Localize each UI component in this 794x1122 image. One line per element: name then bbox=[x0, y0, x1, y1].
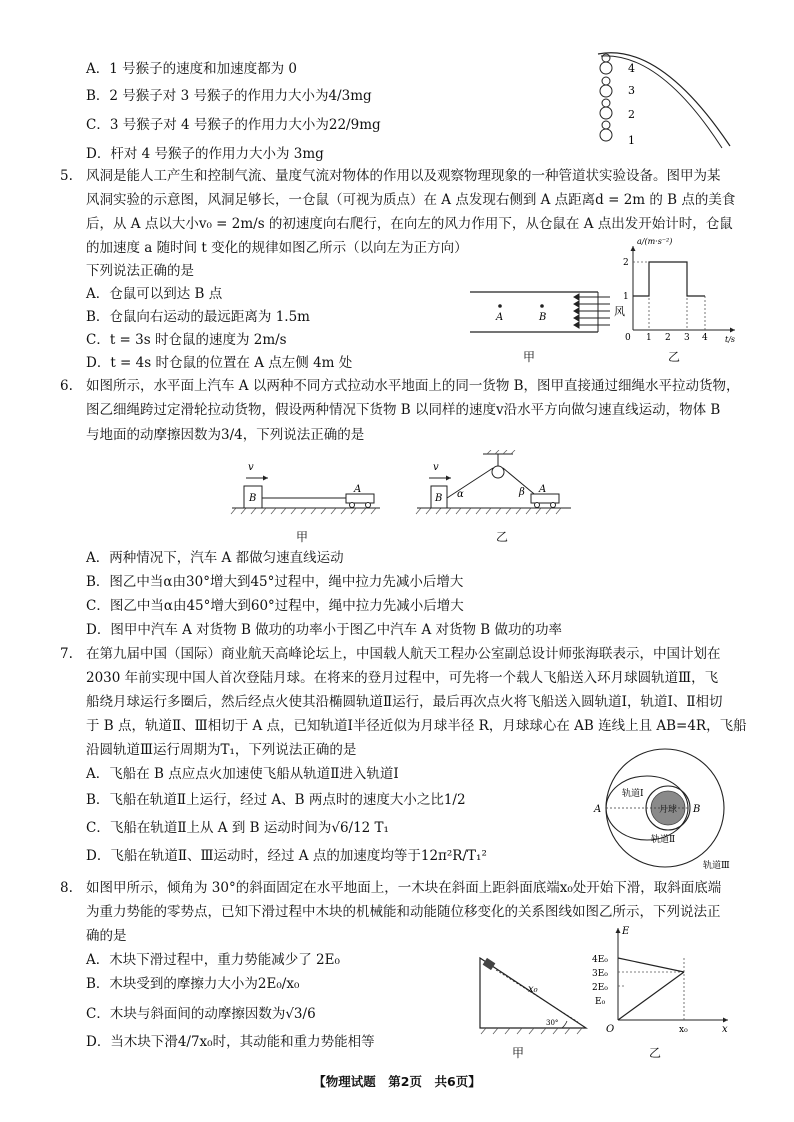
q5-wind-tunnel-figure bbox=[470, 284, 630, 344]
monkey-number-4: 4 bbox=[628, 62, 635, 75]
beta-label: β bbox=[519, 487, 525, 498]
y-tick-2: 2 bbox=[623, 258, 629, 268]
velocity-label: v bbox=[248, 462, 254, 473]
y-tick-2e0: 2E₀ bbox=[592, 983, 608, 993]
q6-option-d: D．图甲中汽车 A 对货物 B 做功的功率小于图乙中汽车 A 对货物 B 做功的功率 bbox=[86, 622, 562, 638]
q5-stem-line-1: 风洞是能人工产生和控制气流、量度气流对物体的作用以及观察物理现象的一种管道状实验设备。图甲为某 bbox=[86, 168, 721, 184]
car-a-label: A bbox=[539, 484, 547, 495]
wind-arrows-icon bbox=[574, 294, 610, 328]
q6-option-a: A．两种情况下，汽车 A 都做匀速直线运动 bbox=[86, 550, 344, 566]
q8-fig-jia-caption: 甲 bbox=[512, 1046, 525, 1060]
cargo-b-label: B bbox=[249, 493, 257, 504]
x-tick-0: 0 bbox=[625, 333, 631, 343]
kinetic-energy-line bbox=[618, 972, 684, 1020]
q5-stem-line-5: 下列说法正确的是 bbox=[86, 263, 194, 279]
q7-orbit-figure bbox=[585, 742, 745, 874]
q5-stem-line-3: 后，从 A 点以大小v₀ = 2m/s 的初速度向右爬行，在向左的风力作用下，从仓鼠在 A 点出发开始计时，仓鼠 bbox=[86, 216, 733, 232]
q6-fig-jia bbox=[230, 458, 390, 518]
car-a-body bbox=[346, 494, 374, 503]
q4-option-c: C．3 号猴子对 4 号猴子的作用力大小为22/9mg bbox=[86, 117, 381, 133]
q7-stem-line-3: 船绕月球运行多圈后，然后经点火使其沿椭圆轨道Ⅱ运行，最后再次点火将飞船送入圆轨道Ⅰ，轨道Ⅰ、Ⅱ相切 bbox=[86, 694, 723, 710]
car-a-label: A bbox=[354, 484, 362, 495]
x-tick-3: 3 bbox=[684, 333, 690, 343]
velocity-arrow-icon bbox=[263, 476, 268, 481]
q7-option-c: C．飞船在轨道Ⅱ上从 A 到 B 运动时间为√6/12 T₁ bbox=[86, 820, 389, 836]
q6-fig-jia-caption: 甲 bbox=[296, 530, 309, 544]
q8-stem-line-2: 为重力势能的零势点，已知下滑过程中木块的机械能和动能随位移变化的关系图线如图乙所示，下列说法正 bbox=[86, 904, 721, 920]
velocity-arrow-icon bbox=[446, 476, 451, 481]
q8-number: 8. bbox=[60, 880, 73, 896]
q6-fig-yi-caption: 乙 bbox=[496, 530, 509, 544]
q8-option-a: A．木块下滑过程中，重力势能减少了 2E₀ bbox=[86, 952, 340, 968]
velocity-label: v bbox=[433, 462, 439, 473]
monkey-stack-icon bbox=[600, 54, 612, 141]
q4-monkey-figure bbox=[590, 48, 740, 153]
q6-stem-line-1: 如图所示，水平面上汽车 A 以两种不同方式拉动水平地面上的同一货物 B，图甲直接通过细绳水平拉动货物， bbox=[86, 378, 740, 394]
x-axis-label: x bbox=[722, 1024, 728, 1035]
q7-stem-line-2: 2030 年前实现中国人首次登陆月球。在将来的登月过程中，可先将一个载人飞船送入环月球圆轨道Ⅲ，飞 bbox=[86, 670, 719, 686]
q5-option-b: B．仓鼠向右运动的最远距离为 1.5m bbox=[86, 309, 310, 325]
orbit-2-label: 轨道Ⅱ bbox=[651, 835, 676, 845]
q7-stem-line-5: 沿圆轨道Ⅲ运行周期为T₁，下列说法正确的是 bbox=[86, 742, 357, 758]
q7-stem-line-4: 于 B 点，轨道Ⅱ、Ⅲ相切于 A 点，已知轨道Ⅰ半径近似为月球半径 R，月球球心在 AB 连线上且 AB=4R，飞船 bbox=[86, 718, 747, 734]
q5-stem-line-4: 的加速度 a 随时间 t 变化的规律如图乙所示（以向左为正方向） bbox=[86, 240, 468, 256]
q8-option-b: B．木块受到的摩擦力大小为2E₀/x₀ bbox=[86, 976, 300, 992]
monkey-number-1: 1 bbox=[628, 134, 635, 147]
q5-option-a: A．仓鼠可以到达 B 点 bbox=[86, 286, 223, 302]
x0-label: x₀ bbox=[528, 984, 538, 995]
angle-label: 30° bbox=[546, 1019, 559, 1027]
acceleration-curve bbox=[633, 262, 705, 296]
pulley-icon bbox=[492, 466, 504, 478]
q6-stem-line-2: 图乙细绳跨过定滑轮拉动货物，假设两种情况下货物 B 以同样的速度v沿水平方向做匀速直线运动，物体 B bbox=[86, 402, 721, 418]
q7-option-a: A．飞船在 B 点应点火加速使飞船从轨道Ⅱ进入轨道Ⅰ bbox=[86, 766, 399, 782]
q4-option-d: D．杆对 4 号猴子的作用力大小为 3mg bbox=[86, 146, 324, 162]
q7-option-b: B．飞船在轨道Ⅱ上运行，经过 A、B 两点时的速度大小之比1/2 bbox=[86, 792, 466, 808]
q6-number: 6. bbox=[60, 378, 73, 394]
q8-fig-yi-caption: 乙 bbox=[649, 1046, 662, 1060]
rope-left bbox=[447, 468, 493, 498]
q5-a-t-graph bbox=[617, 232, 747, 344]
q8-incline-figure bbox=[466, 952, 592, 1038]
q6-stem-line-3: 与地面的动摩擦因数为3/4，下列说法正确的是 bbox=[86, 427, 365, 443]
q5-number: 5. bbox=[60, 168, 73, 184]
q8-option-d: D．当木块下滑4/7x₀时，其动能和重力势能相等 bbox=[86, 1034, 375, 1050]
q7-number: 7. bbox=[60, 646, 73, 662]
food-point bbox=[540, 304, 544, 308]
q8-stem-line-3: 确的是 bbox=[86, 928, 127, 944]
x0-tick: x₀ bbox=[679, 1025, 688, 1035]
q7-option-d: D．飞船在轨道Ⅱ、Ⅲ运动时，经过 A 点的加速度均等于12π²R/T₁² bbox=[86, 848, 487, 864]
alpha-label: α bbox=[457, 489, 464, 500]
y-tick-1: 1 bbox=[623, 292, 629, 302]
y-tick-3e0: 3E₀ bbox=[592, 969, 608, 979]
ground-hatch bbox=[416, 508, 561, 514]
point-a-label: A bbox=[594, 804, 602, 815]
block-icon bbox=[483, 958, 496, 970]
ground-hatch bbox=[231, 508, 376, 514]
q8-e-x-graph bbox=[592, 924, 738, 1040]
q5-fig-yi-caption: 乙 bbox=[668, 350, 681, 364]
q5-option-d: D．t = 4s 时仓鼠的位置在 A 点左侧 4m 处 bbox=[86, 355, 353, 371]
q8-stem-line-1: 如图甲所示，倾角为 30°的斜面固定在水平地面上，一木块在斜面上距斜面底端x₀处开始下滑，取斜面底端 bbox=[86, 880, 722, 896]
monkey-number-3: 3 bbox=[628, 84, 635, 97]
pole-curve bbox=[598, 53, 730, 146]
q5-option-c: C．t = 3s 时仓鼠的速度为 2m/s bbox=[86, 332, 287, 348]
q6-option-c: C．图乙中当α由45°增大到60°过程中，绳中拉力先减小后增大 bbox=[86, 598, 464, 614]
point-a-label: A bbox=[496, 312, 504, 323]
wind-label: 风 bbox=[614, 305, 625, 318]
ground-hatch bbox=[481, 1028, 582, 1034]
t-axis-label: t/s bbox=[725, 335, 736, 344]
y-tick-e0: E₀ bbox=[595, 997, 606, 1007]
q7-stem-line-1: 在第九届中国（国际）商业航天高峰论坛上，中国载人航天工程办公室副总设计师张海联表示，中国计划在 bbox=[86, 646, 721, 662]
pole-curve-inner bbox=[601, 56, 722, 148]
orbit-1-label: 轨道Ⅰ bbox=[622, 789, 644, 799]
origin-label: O bbox=[606, 1024, 615, 1035]
point-b-label: B bbox=[539, 312, 547, 323]
e-axis-label: E bbox=[622, 926, 630, 937]
moon-label: 月球 bbox=[659, 805, 678, 815]
mechanical-energy-line bbox=[618, 958, 684, 972]
car-a-body bbox=[531, 494, 559, 503]
q5-stem-line-2: 风洞实验的示意图，风洞足够长，一仓鼠（可视为质点）在 A 点发现右侧到 A 点距离d = 2m 的 B 点的美食 bbox=[86, 192, 736, 208]
x-tick-4: 4 bbox=[702, 333, 708, 343]
q4-option-b: B．2 号猴子对 3 号猴子的作用力大小为4/3mg bbox=[86, 88, 372, 104]
monkey-number-2: 2 bbox=[628, 108, 635, 121]
y-tick-4e0: 4E₀ bbox=[592, 955, 608, 965]
x-tick-2: 2 bbox=[665, 333, 671, 343]
point-b-label: B bbox=[693, 804, 701, 815]
q8-option-c: C．木块与斜面间的动摩擦因数为√3/6 bbox=[86, 1006, 316, 1022]
q6-option-b: B．图乙中当α由30°增大到45°过程中，绳中拉力先减小后增大 bbox=[86, 574, 464, 590]
cargo-b-label: B bbox=[435, 493, 443, 504]
hamster-point bbox=[498, 304, 502, 308]
q4-option-a: A．1 号猴子的速度和加速度都为 0 bbox=[86, 61, 298, 77]
q5-fig-jia-caption: 甲 bbox=[523, 350, 536, 364]
x-tick-1: 1 bbox=[646, 333, 652, 343]
q6-fig-yi bbox=[415, 450, 575, 518]
a-axis-label: a/(m·s⁻²) bbox=[637, 237, 673, 246]
orbit-3-label: 轨道Ⅲ bbox=[703, 861, 730, 871]
page-footer: 【物理试题 第2页 共6页】 bbox=[313, 1074, 481, 1089]
